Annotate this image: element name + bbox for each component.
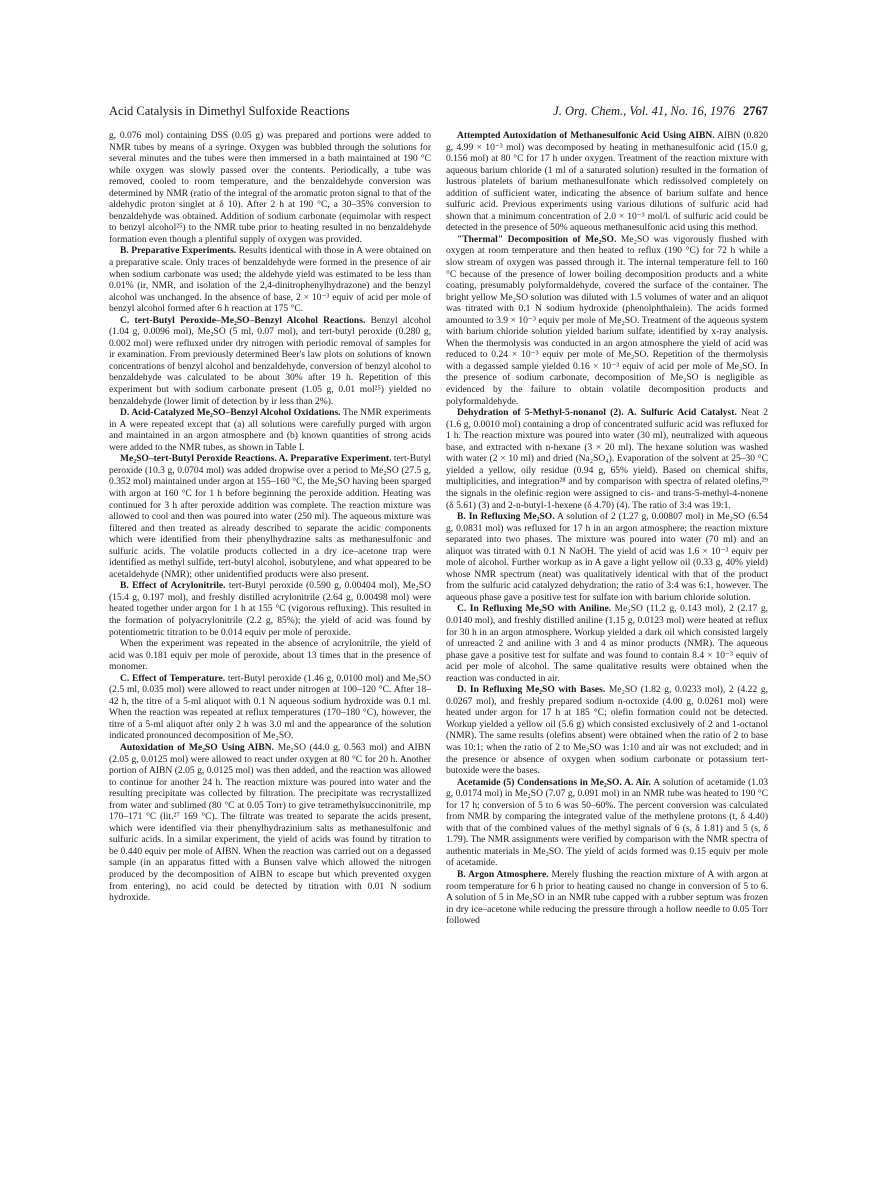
journal-citation: [553, 104, 768, 119]
paragraph: Dehydration of 5-Methyl-5-nonanol (2). A. Sulfuric Acid Catalyst. Neat 2 (1.6 g, 0.0010 mol) containing a drop of concentrated sulfuric acid was refluxed for 1 h. The reaction mixture was poured into water (30 ml), neutralized with aqueous base, and extracted with n-hexane (3 × 20 ml). The hexane solution was washed with water (2 × 10 ml) and dried (Na₂SO₄). Evaporation of the solvent at 25–30 °C yielded a yellow, oily residue (0.94 g, 65% yield). Based on chemical shifts, multiplicities, and integration²⁸ and by comparison with spectra of related olefins,²⁹ the signals in the olefinic region were assigned to cis- and trans-5-methyl-4-nonene (δ 5.61) (3) and 2-n-butyl-1-hexene (δ 4.70) (4). The ratio of 3:4 was 19:1.: [446, 407, 769, 511]
paragraph: Me₂SO–tert-Butyl Peroxide Reactions. A. Preparative Experiment. tert-Butyl peroxide (10.3 g, 0.0704 mol) was added dropwise over a period to Me₂SO (27.5 g, 0.352 mol) maintained under argon at 155–160 °C, the Me₂SO having been sparged with argon at 160 °C for 1 h before beginning the peroxide addition. Heating was continued for 3 h after peroxide addition was complete. The reaction mixture was allowed to cool and then was poured into water (250 ml). The aqueous mixture was filtered and then treated as already described to separate the acidic components which were identified from their phenylhydrazine salts as methanesulfonic and sulfuric acids. The volatile products collected in a dry ice–acetone trap were identified as methyl sulfide, tert-butyl alcohol, isobutylene, and what appeared to be acetaldehyde (NMR); other unidentified products were also present.: [109, 453, 432, 580]
paragraph: Attempted Autoxidation of Methanesulfonic Acid Using AIBN. AIBN (0.820 g, 4.99 × 10⁻³ mol) was decomposed by heating in methanesulfonic acid (15.0 g, 0.156 mol) at 80 °C for 17 h under oxygen. Treatment of the reaction mixture with aqueous barium chloride (1 ml of a saturated solution) resulted in the formation of lustrous platelets of barium methanesulfonate which redissolved completely on addition of sufficient water, indicating the absence of barium sulfate and hence sulfuric acid. Previous experiments using various dilutions of sulfuric acid had shown that a minimum concentration of 2.0 × 10⁻³ mol/l. of sulfuric acid could be detected in the presence of 50% aqueous methanesulfonic acid using this method.: [446, 130, 768, 234]
paragraph: D. In Refluxing Me₂SO with Bases. Me₂SO (1.82 g, 0.0233 mol), 2 (4.22 g, 0.0267 mol), and freshly prepared sodium n-octoxide (4.00 g, 0.0261 mol) were heated under argon for 17 h at 185 °C; olefin formation could not be detected. Workup yielded a yellow oil (5.6 g) which consisted exclusively of 2 and 1-octanol (NMR). The same results (olefins absent) were obtained when the ratio of 2 to base was 10:1; when the ratio of 2 to Me₂SO was 1:10 and air was not excluded; and in the presence or absence of oxygen when sodium carbonate or potassium tert-butoxide were the bases.: [446, 684, 768, 777]
paragraph: C. In Refluxing Me₂SO with Aniline. Me₂SO (11.2 g, 0.143 mol), 2 (2.17 g, 0.0140 mol), and freshly distilled aniline (1.15 g, 0.0123 mol) were heated at reflux for 30 h in an argon atmosphere. Workup yielded a dark oil which consisted largely of unreacted 2 and aniline with 3 and 4 as minor products (NMR). The aqueous phase gave a positive test for sulfate and was found to contain 8.4 × 10⁻³ equiv of acid per mole of alcohol. The same qualitative results were obtained when the reaction was conducted in air.: [446, 603, 768, 684]
paragraph: g, 0.076 mol) containing DSS (0.05 g) was prepared and portions were added to NMR tubes by means of a syringe. Oxygen was bubbled through the solutions for several minutes and the tubes were then immersed in a bath maintained at 190 °C while oxygen was slowly passed over the contents. Periodically, a tube was removed, cooled to room temperature, and the benzaldehyde conversion was determined by NMR (ratio of the integral of the aromatic proton signal to that of the aldehydic proton singlet at δ 10). After 2 h at 190 °C, a 30–35% conversion to benzaldehyde was obtained. Addition of sodium carbonate (equimolar with respect to benzyl alcohol²⁵) to the NMR tube prior to heating resulted in no benzaldehyde formation even though a plentiful supply of oxygen was provided.: [109, 130, 431, 245]
paragraph: C. tert-Butyl Peroxide–Me₂SO–Benzyl Alcohol Reactions. Benzyl alcohol (1.04 g, 0.0096 mol), Me₂SO (5 ml, 0.07 mol), and tert-butyl peroxide (0.280 g, 0.002 mol) were refluxed under dry nitrogen with periodic removal of samples for ir examination. From previously determined Beer's law plots on solutions of known concentrations of benzyl alcohol and benzaldehyde, conversion of benzyl alcohol to benzaldehyde was calculated to be about 30% after 19 h. Repetition of this experiment but with sodium carbonate present (1.05 g, 0.01 mol²⁵) yielded no benzaldehyde (lower limit of detection by ir less than 2%).: [109, 314, 431, 407]
paragraph: B. Effect of Acrylonitrile. tert-Butyl peroxide (0.590 g, 0.00404 mol), Me₂SO (15.4 g, 0.197 mol), and freshly distilled acrylonitrile (2.64 g, 0.00498 mol) were heated together under argon for 1 h at 155 °C (vigorous refluxing). This resulted in the formation of polyacrylonitrile (2.2 g, 85%); the yield of acid was found by potentiometric titration to be 0.014 equiv per mole of peroxide.: [109, 580, 431, 638]
paragraph: D. Acid-Catalyzed Me₂SO–Benzyl Alcohol Oxidations. The NMR experiments in A were repeated except that (a) all solutions were carefully purged with argon and maintained in an argon atmosphere and (b) known quantities of strong acids were added to the NMR tubes, as shown in Table I.: [109, 407, 431, 453]
right-column: [446, 130, 768, 927]
paragraph: C. Effect of Temperature. tert-Butyl peroxide (1.46 g, 0.0100 mol) and Me₂SO (2.5 ml, 0.035 mol) were allowed to react under nitrogen at 100–120 °C. After 18–42 h, the titre of a 5-ml aliquot with 0.1 N aqueous sodium hydroxide was 0.1 ml. When the reaction was repeated at reflux temperatures (170–180 °C), however, the titre of a 5-ml aliquot after only 2 h was 3.0 ml and the appearance of the solution indicated pronounced decomposition of Me₂SO.: [109, 672, 431, 742]
paragraph: B. Argon Atmosphere. Merely flushing the reaction mixture of A with argon at room temperature for 6 h prior to heating caused no change in conversion of 5 to 6. A solution of 5 in Me₂SO in an NMR tube capped with a rubber septum was frozen in dry ice–acetone while reducing the pressure through a hollow needle to 0.05 Torr followed: [446, 869, 768, 927]
paragraph: B. Preparative Experiments. Results identical with those in A were obtained on a preparative scale. Only traces of benzaldehyde were formed in the presence of air when sodium carbonate was used; the aldehyde yield was estimated to be less than 0.01% (ir, NMR, and isolation of the 2,4-dinitrophenylhydrazone) and the benzyl alcohol was unchanged. In the absence of base, 2 × 10⁻³ equiv of acid per mole of benzyl alcohol formed after 6 h reaction at 175 °C.: [109, 245, 431, 315]
paragraph: "Thermal" Decomposition of Me₂SO. Me₂SO was vigorously flushed with oxygen at room temperature and then heated to reflux (190 °C) for 72 h while a slow stream of oxygen was passed through it. The internal temperature fell to 160 °C because of the presence of lower boiling decomposition products and a white coating, presumably polyformaldehyde, covered the surface of the container. The bright yellow Me₂SO solution was diluted with 1.5 volumes of water and an aliquot was titrated with 0.1 N sodium hydroxide (phenolphthalein). The acids formed amounted to 3.9 × 10⁻³ equiv per mole of Me₂SO. Treatment of the aqueous system with barium chloride solution yielded barium sulfate, identified by x-ray analysis. When the thermolysis was conducted in an argon atmosphere the yield of acid was reduced to 0.24 × 10⁻³ equiv per mole of Me₂SO. Repetition of the thermolysis with a degassed sample yielded 0.16 × 10⁻³ equiv of acid per mole of Me₂SO. In the presence of sodium carbonate, decomposition of Me₂SO is negligible as evidenced by the failure to obtain volatile decomposition products and polyformaldehyde.: [446, 233, 769, 407]
paragraph: When the experiment was repeated in the absence of acrylonitrile, the yield of acid was 0.181 equiv per mole of peroxide, about 13 times that in the presence of monomer.: [109, 638, 431, 673]
paragraph: B. In Refluxing Me₂SO. A solution of 2 (1.27 g, 0.00807 mol) in Me₂SO (6.54 g, 0.0831 mol) was refluxed for 17 h in an argon atmosphere; the reaction mixture separated into two phases. The mixture was poured into water (70 ml) and an aliquot was titrated with 0.1 N NaOH. The yield of acid was 1.6 × 10⁻³ equiv per mole of alcohol. Further workup as in A gave a light yellow oil (0.33 g, 40% yield) whose NMR spectrum (neat) was qualitatively identical with that of the product from the sulfuric acid catalyzed dehydration; the ratio of 3:4 was 6:1, however. The aqueous phase gave a positive test for sulfate ion with barium chloride solution.: [446, 511, 768, 603]
paragraph: Acetamide (5) Condensations in Me₂SO. A. Air. A solution of acetamide (1.03 g, 0.0174 mol) in Me₂SO (7.07 g, 0.091 mol) in an NMR tube was heated to 190 °C for 17 h; conversion of 5 to 6 was 50–60%. The percent conversion was calculated from NMR by comparing the integrated value of the methylene protons (t, δ 4.40) with that of the combined values of the methyl signals of 6 (s, δ 1.81) and 5 (s, δ 1.79). The NMR assignments were verified by comparison with the NMR spectra of authentic materials in Me₂SO. The yield of acids formed was 0.15 equiv per mole of acetamide.: [446, 776, 768, 869]
left-column: [109, 130, 431, 904]
running-title: Acid Catalysis in Dimethyl Sulfoxide Reactions: [109, 104, 350, 118]
journal-name: J. Org. Chem., Vol. 41, No. 16, 1976: [553, 104, 735, 118]
page-number: 2767: [743, 104, 768, 118]
running-header: [109, 104, 768, 122]
paragraph: Autoxidation of Me₂SO Using AIBN. Me₂SO (44.0 g, 0.563 mol) and AIBN (2.05 g, 0.0125 mol) were allowed to react under oxygen at 80 °C for 20 h. Another portion of AIBN (2.05 g, 0.0125 mol) was then added, and the reaction was allowed to continue for another 24 h. The reaction mixture was poured into water and the resulting precipitate was collected by filtration. The precipitate was recrystallized from water and sublimed (80 °C at 0.05 Torr) to give tetramethylsuccinonitrile, mp 170–171 °C (lit.²⁷ 169 °C). The filtrate was treated to separate the acids present, which were identified via their phenylhydrazinium salts as methanesulfonic and sulfuric acids. In a similar experiment, the yield of acids was found by titration to be 0.440 equiv per mole of AIBN. When the reaction was carried out on a degassed sample (in an apparatus fitted with a Bunsen valve which allowed the nitrogen produced by the decomposition of AIBN to escape but which prevented oxygen from entering), no acid could be detected by titration with 0.01 N sodium hydroxide.: [109, 741, 431, 904]
